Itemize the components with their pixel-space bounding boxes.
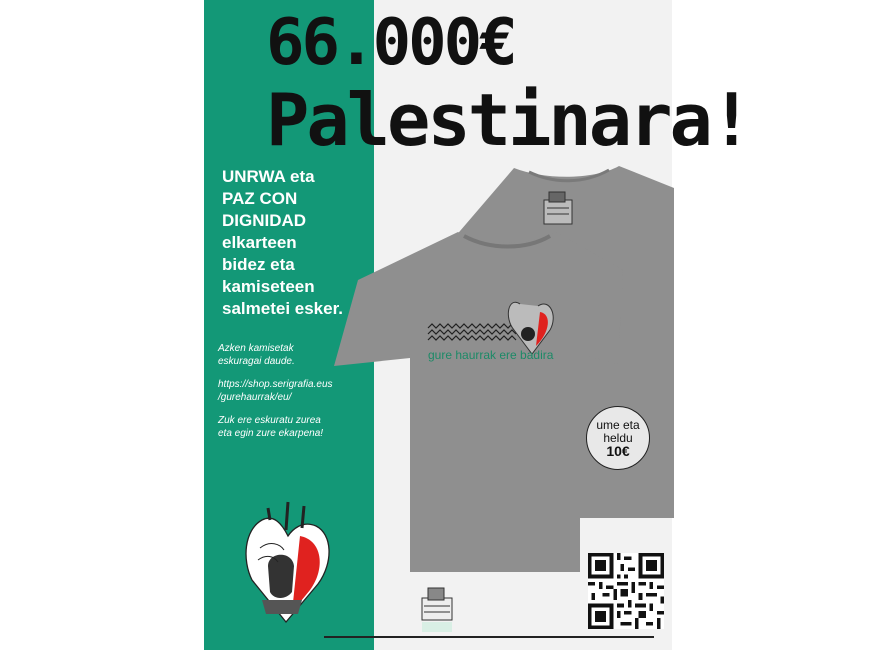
headline-line: PAZ CON xyxy=(222,189,298,208)
headline-line: bidez eta xyxy=(222,255,295,274)
headline-line: UNRWA eta xyxy=(222,167,315,186)
poster xyxy=(204,0,751,650)
info-line: eta egin zure ekarpena! xyxy=(218,428,324,439)
price-badge xyxy=(586,406,650,470)
badge-line: ume eta xyxy=(596,418,640,432)
title-amount: 66.000€ xyxy=(266,6,515,80)
headline-line: kamiseteen xyxy=(222,277,315,296)
badge-line: heldu xyxy=(603,431,633,445)
shop-link[interactable]: /gurehaurrak/eu/ xyxy=(218,392,292,403)
qr-code-image[interactable] xyxy=(584,553,668,629)
badge-price: 10€ xyxy=(606,443,630,459)
info-text xyxy=(218,342,378,450)
heart-illustration-image xyxy=(240,500,336,625)
baseline-rule xyxy=(324,636,654,638)
headline-text xyxy=(222,166,382,320)
info-line: Azken kamisetak xyxy=(218,343,294,354)
gure-haurrak-logo xyxy=(416,584,458,634)
shop-link[interactable]: https://shop.serigrafia.eus xyxy=(218,379,333,390)
info-line: eskuragai daude. xyxy=(218,356,295,367)
headline-line: salmetei esker. xyxy=(222,299,343,318)
title-destination: Palestinara! xyxy=(266,78,751,162)
headline-line: elkarteen xyxy=(222,233,297,252)
headline-line: DIGNIDAD xyxy=(222,211,307,230)
info-line: Zuk ere eskuratu zurea xyxy=(218,415,321,426)
shirt-print-text: gure haurrak ere badira xyxy=(428,348,554,362)
